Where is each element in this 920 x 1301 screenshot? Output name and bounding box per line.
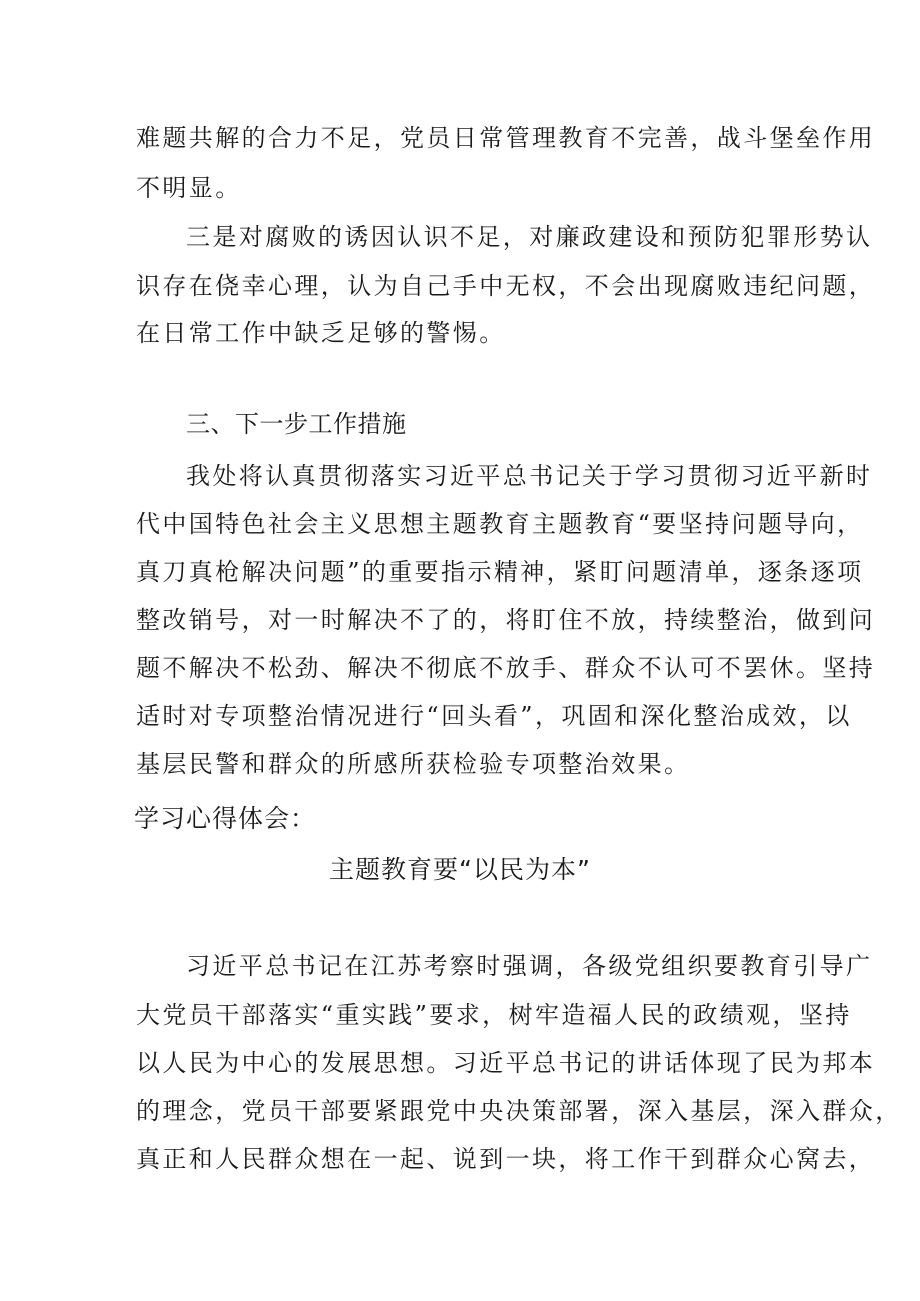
text-line: 三是对腐败的诱因认识不足，对廉政建设和预防犯罪形势认: [186, 223, 873, 251]
text-line: 识存在侥幸心理，认为自己手中无权，不会出现腐败违纪问题，: [136, 272, 876, 300]
text-line: 不明显。: [136, 174, 242, 202]
text-line: 习近平总书记在江苏考察时强调，各级党组织要教育引导广: [186, 952, 873, 980]
text-line: 在日常工作中缺乏足够的警惕。: [136, 319, 506, 347]
text-line: 代中国特色社会主义思想主题教育主题教育“要坚持问题导向，: [136, 510, 864, 538]
text-line: 大党员干部落实“重实践”要求，树牢造福人民的政绩观，坚持: [136, 1001, 852, 1029]
text-line: 整改销号，对一时解决不了的，将盯住不放，持续整治，做到问: [136, 606, 876, 634]
study-heading: 学习心得体会：: [134, 804, 317, 833]
section-heading: 三、下一步工作措施: [186, 410, 407, 438]
text-line: 题不解决不松劲、解决不彻底不放手、群众不认可不罢休。坚持: [136, 654, 876, 682]
text-line: 以人民为中心的发展思想。习近平总书记的讲话体现了民为邦本: [136, 1049, 876, 1077]
text-line: 真刀真枪解决问题”的重要指示精神，紧盯问题清单，逐条逐项: [136, 558, 864, 586]
text-line: 真正和人民群众想在一起、说到一块，将工作干到群众心窝去，: [136, 1145, 876, 1173]
text-line: 适时对专项整治情况进行“回头看”，巩固和深化整治成效，以: [136, 702, 852, 730]
text-line: 难题共解的合力不足，党员日常管理教育不完善，战斗堡垒作用: [136, 124, 876, 152]
text-line: 的理念，党员干部要紧跟党中央决策部署，深入基层，深入群众，: [136, 1097, 902, 1125]
text-line: 基层民警和群众的所感所获检验专项整治效果。: [136, 750, 691, 778]
article-title: 主题教育要“以民为本”: [329, 855, 591, 884]
text-line: 我处将认真贯彻落实习近平总书记关于学习贯彻习近平新时: [186, 462, 873, 490]
